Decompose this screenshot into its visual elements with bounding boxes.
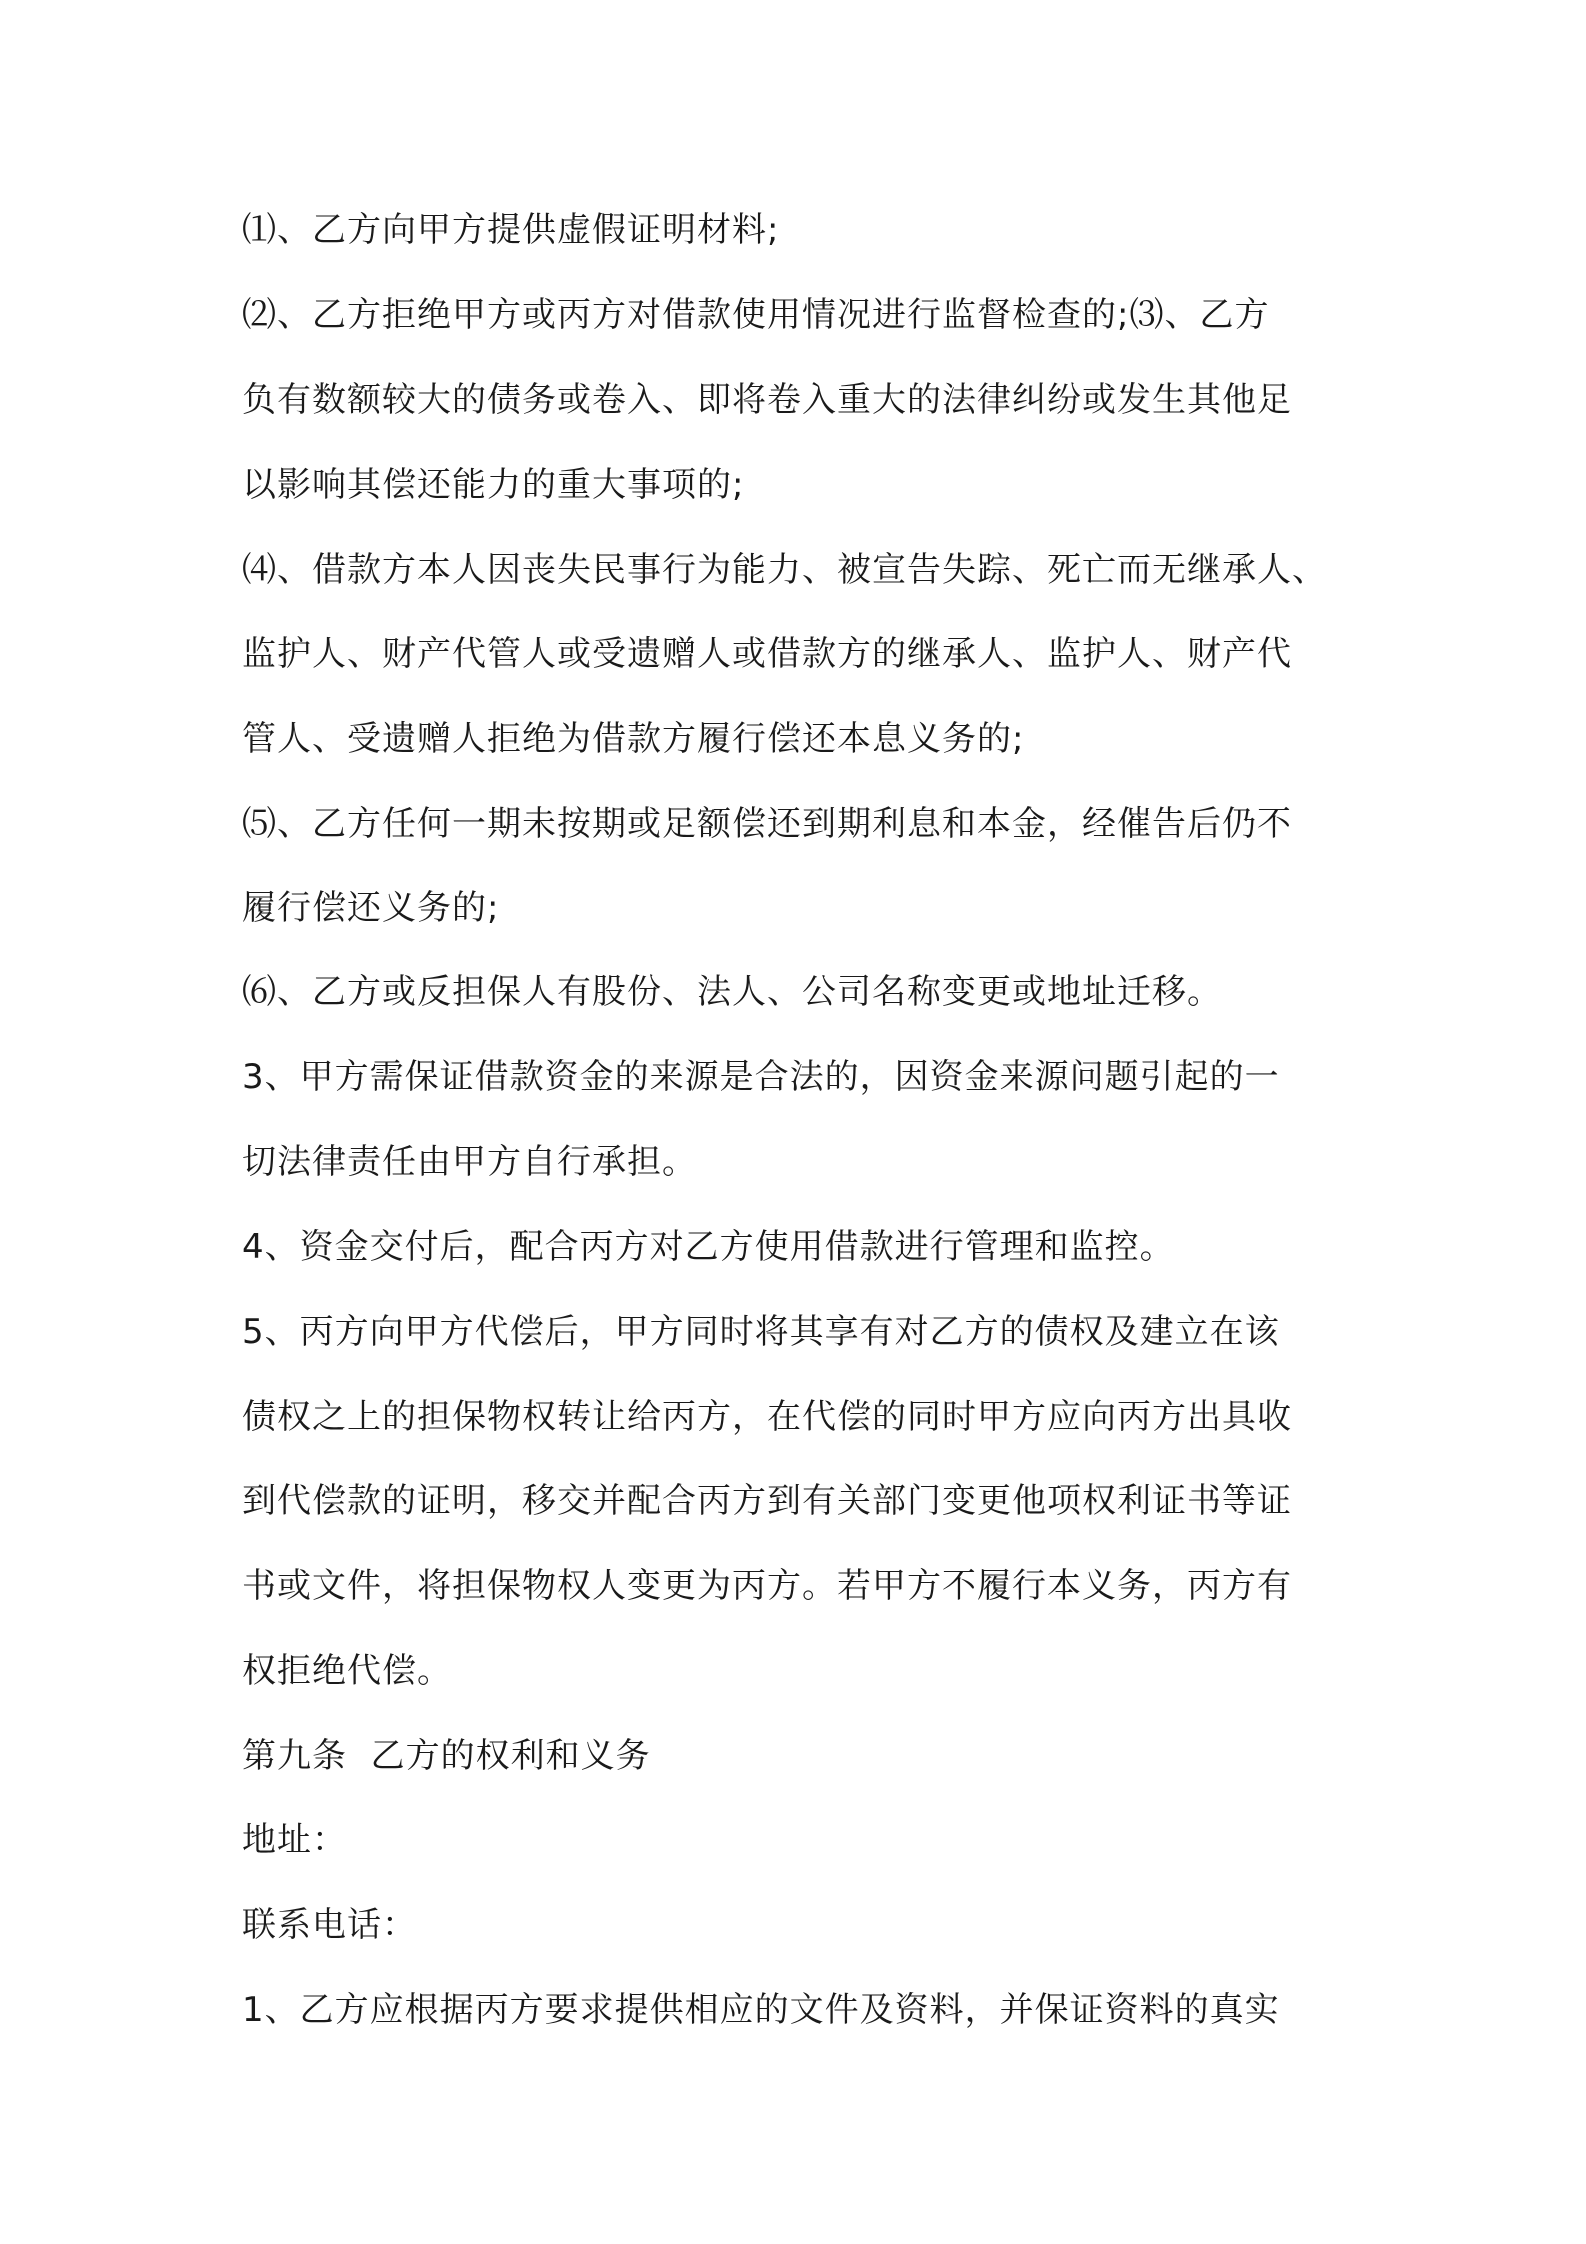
section-heading: 第九条 乙方的权利和义务 — [242, 1736, 651, 1776]
text-line: ⑹、乙方或反担保人有股份、法人、公司名称变更或地址迁移。 — [242, 972, 1222, 1012]
text-line: ⑷、借款方本人因丧失民事行为能力、被宣告失踪、死亡而无继承人、 — [242, 550, 1327, 590]
text-line: 以影响其偿还能力的重大事项的; — [242, 465, 745, 505]
text-line: 到代偿款的证明，移交并配合丙方到有关部门变更他项权利证书等证 — [242, 1481, 1292, 1521]
text-line: 管人、受遗赠人拒绝为借款方履行偿还本息义务的; — [242, 719, 1025, 759]
text-line: 负有数额较大的债务或卷入、即将卷入重大的法律纠纷或发生其他足 — [242, 380, 1292, 420]
text-line: 5、丙方向甲方代偿后，甲方同时将其享有对乙方的债权及建立在该 — [242, 1312, 1280, 1352]
text-line: ⑴、乙方向甲方提供虚假证明材料; — [242, 210, 780, 250]
text-line: 3、甲方需保证借款资金的来源是合法的，因资金来源问题引起的一 — [242, 1057, 1280, 1097]
text-line: ⑵、乙方拒绝甲方或丙方对借款使用情况进行监督检查的;⑶、乙方 — [242, 295, 1270, 335]
text-line: 权拒绝代偿。 — [242, 1651, 452, 1691]
address-label: 地址： — [242, 1820, 347, 1860]
text-line: 4、资金交付后，配合丙方对乙方使用借款进行管理和监控。 — [242, 1227, 1175, 1267]
text-line: 债权之上的担保物权转让给丙方，在代偿的同时甲方应向丙方出具收 — [242, 1397, 1292, 1437]
text-line: 1、乙方应根据丙方要求提供相应的文件及资料，并保证资料的真实 — [242, 1990, 1280, 2030]
text-line: 监护人、财产代管人或受遗赠人或借款方的继承人、监护人、财产代 — [242, 634, 1292, 674]
phone-label: 联系电话： — [242, 1905, 417, 1945]
text-line: 书或文件，将担保物权人变更为丙方。若甲方不履行本义务，丙方有 — [242, 1566, 1292, 1606]
text-line: 履行偿还义务的; — [242, 888, 500, 928]
text-line: ⑸、乙方任何一期未按期或足额偿还到期利息和本金，经催告后仍不 — [242, 804, 1292, 844]
text-line: 切法律责任由甲方自行承担。 — [242, 1142, 697, 1182]
